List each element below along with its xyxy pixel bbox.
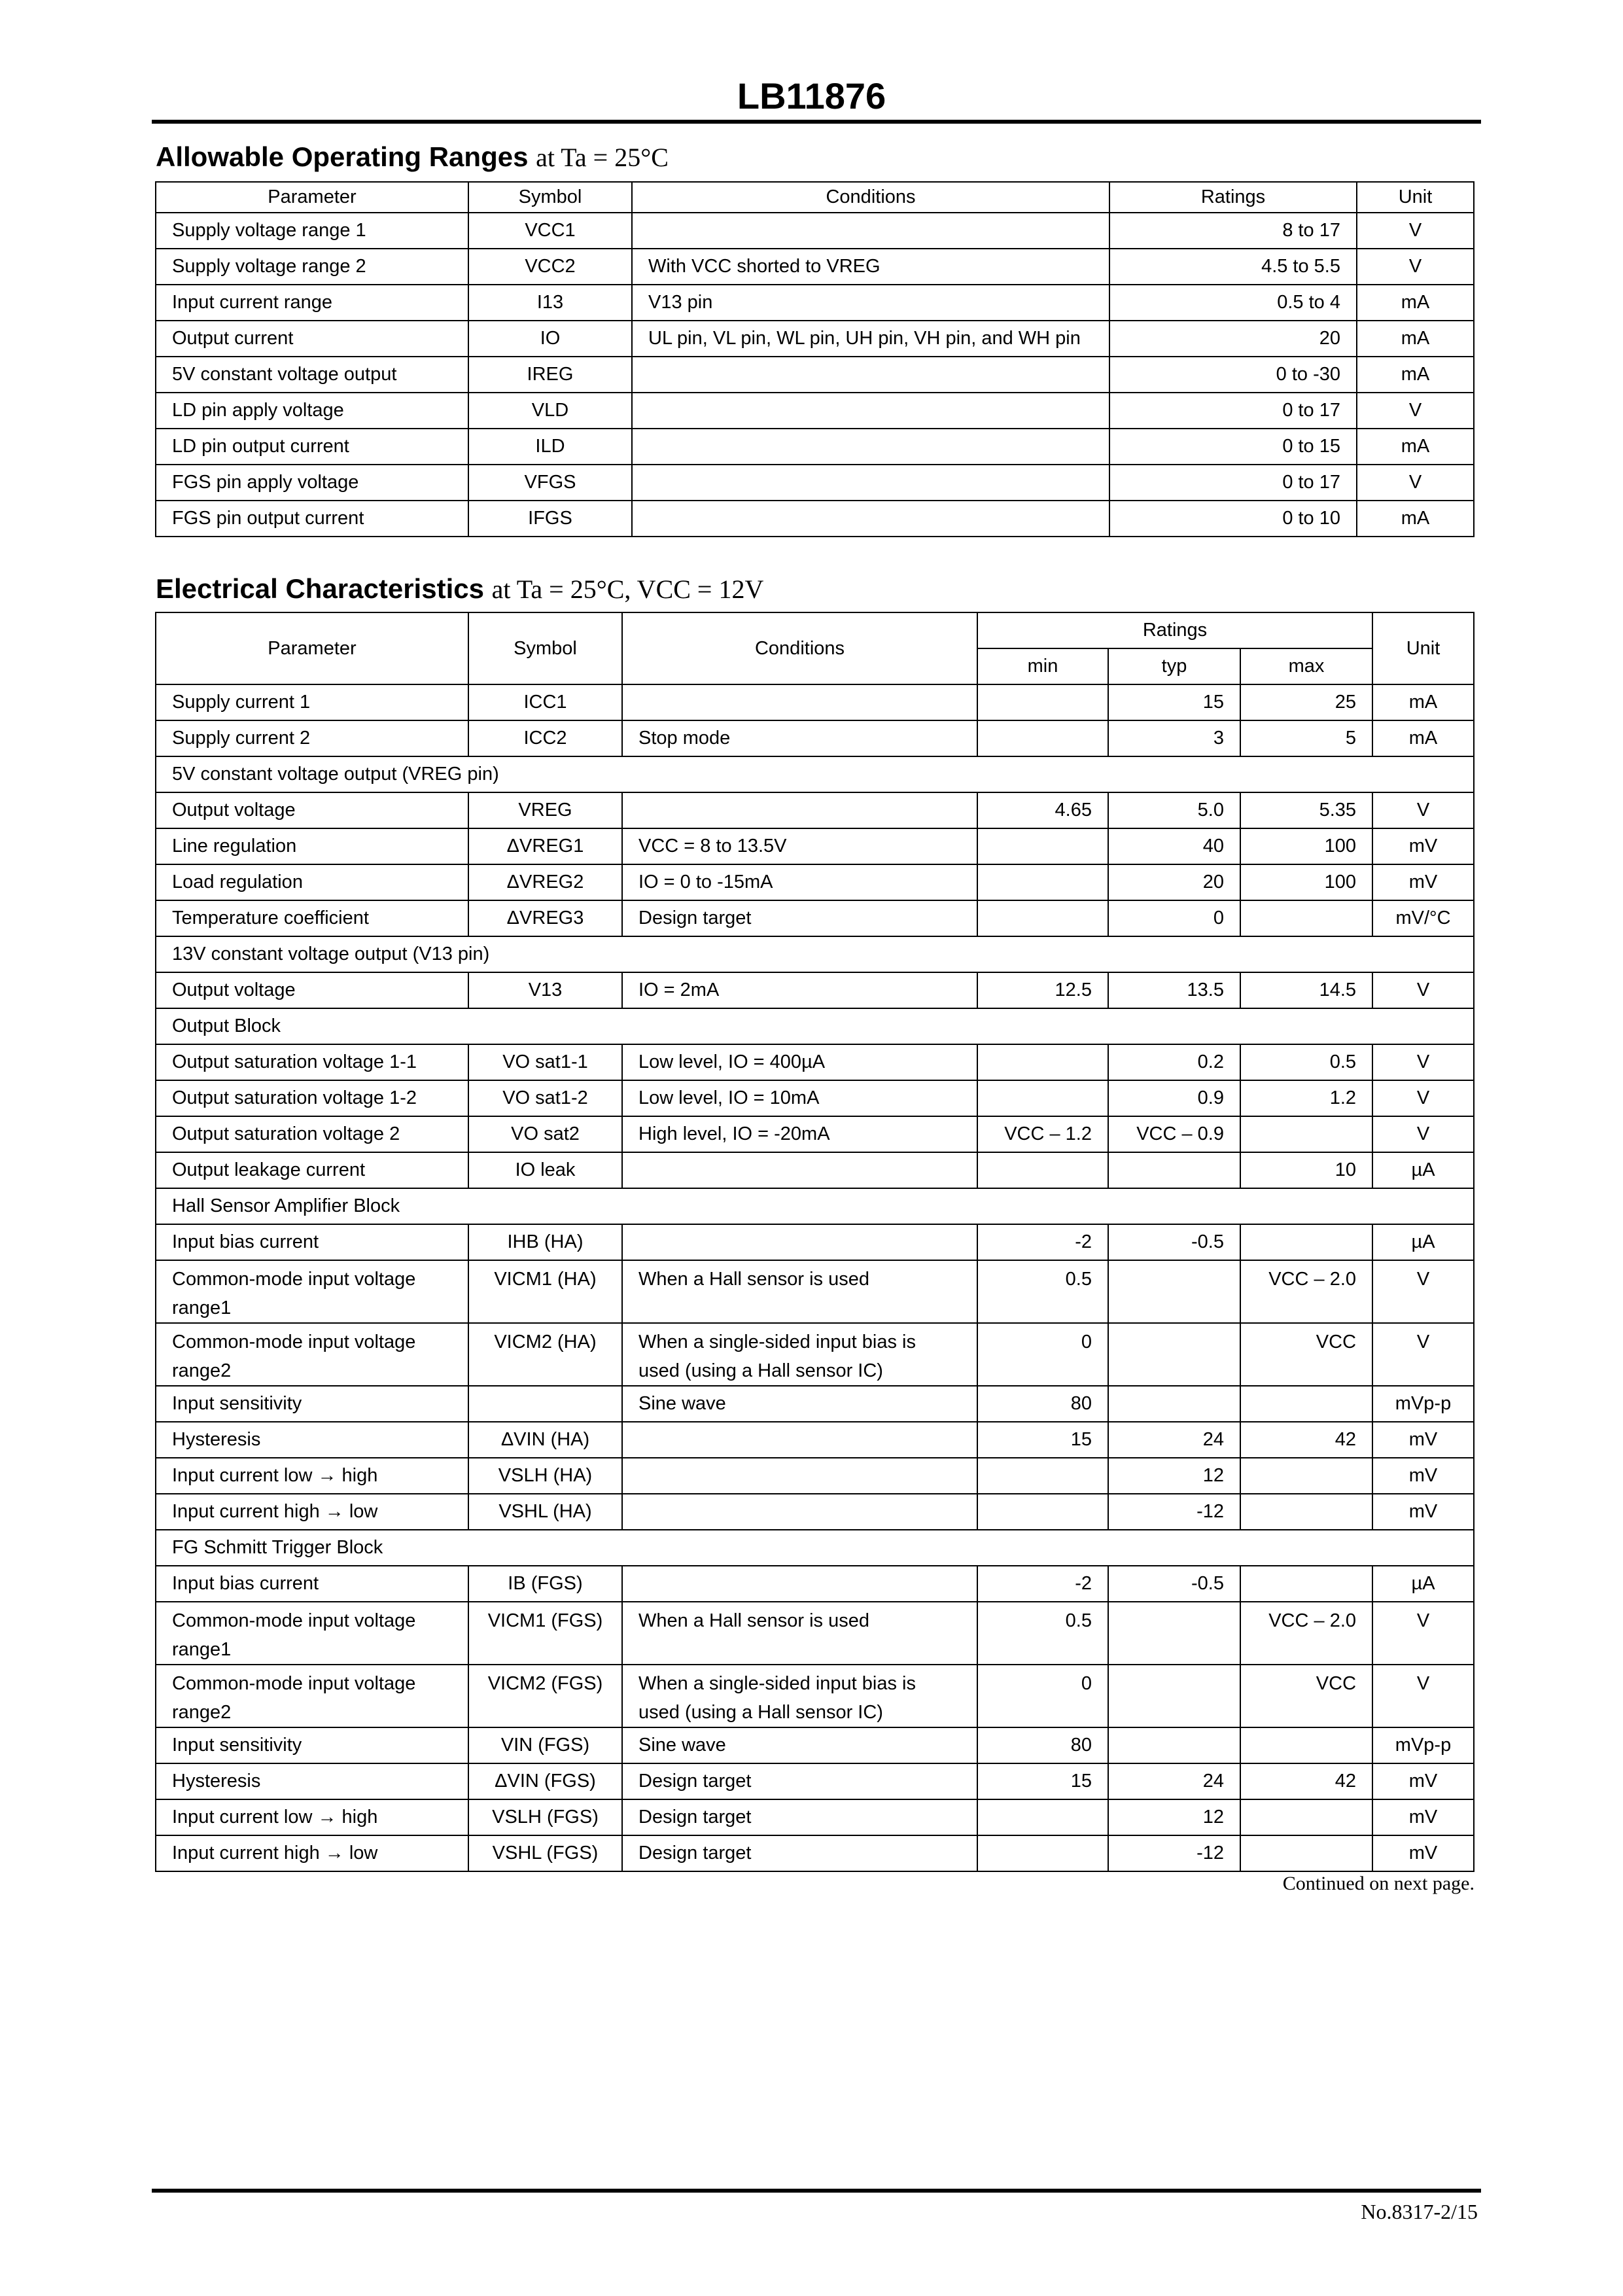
table-row <box>156 1665 1474 1727</box>
section-row <box>156 756 1474 792</box>
cell-typ <box>1108 1602 1240 1665</box>
cell-symbol: VICM2 (FGS) <box>468 1665 622 1727</box>
electrical-title: Electrical Characteristics <box>156 573 484 604</box>
cell-max: VCC <box>1240 1323 1372 1386</box>
cell-parameter: Input current range <box>156 285 468 321</box>
section-row <box>156 1530 1474 1566</box>
cell-min: 12.5 <box>977 972 1108 1008</box>
cell-conditions: VCC = 8 to 13.5V <box>622 828 977 864</box>
cell-conditions <box>622 1422 977 1458</box>
cell-typ: 0.2 <box>1108 1044 1240 1080</box>
cell-symbol: VCC1 <box>468 213 632 249</box>
cell-conditions: When a single-sided input bias is used (using a Hall sensor IC) <box>622 1323 977 1386</box>
cell-unit: mA <box>1357 501 1474 537</box>
cell-conditions: With VCC shorted to VREG <box>632 249 1109 285</box>
cell-conditions: Design target <box>622 1763 977 1799</box>
cell-unit: V <box>1372 1080 1474 1116</box>
cell-parameter: LD pin output current <box>156 429 468 465</box>
cell-symbol <box>468 1386 622 1422</box>
cell-parameter: Input bias current <box>156 1224 468 1260</box>
cell-symbol: IREG <box>468 357 632 393</box>
cell-parameter: Load regulation <box>156 864 468 900</box>
cell-unit: V <box>1372 1665 1474 1727</box>
cell-unit: V <box>1372 972 1474 1008</box>
cell-unit: mA <box>1357 285 1474 321</box>
cell-conditions: Design target <box>622 1835 977 1871</box>
cell-min <box>977 900 1108 936</box>
table-row <box>156 357 1474 393</box>
cell-min: -2 <box>977 1224 1108 1260</box>
table-row <box>156 720 1474 756</box>
cell-ratings: 0 to 17 <box>1109 465 1357 501</box>
table-row <box>156 864 1474 900</box>
cell-conditions: Sine wave <box>622 1727 977 1763</box>
cell-conditions: When a Hall sensor is used <box>622 1602 977 1665</box>
cell-symbol: ΔVREG2 <box>468 864 622 900</box>
table-row <box>156 1602 1474 1665</box>
cell-symbol: VFGS <box>468 465 632 501</box>
cell-min: 0.5 <box>977 1602 1108 1665</box>
cell-ratings: 0.5 to 4 <box>1109 285 1357 321</box>
section-label: Hall Sensor Amplifier Block <box>156 1188 1474 1224</box>
table-row <box>156 1323 1474 1386</box>
electrical-table <box>155 612 1475 1872</box>
cell-max <box>1240 1494 1372 1530</box>
electrical-heading <box>156 571 763 608</box>
cell-symbol: VSHL (HA) <box>468 1494 622 1530</box>
cell-parameter: Output voltage <box>156 792 468 828</box>
table-row <box>156 972 1474 1008</box>
cell-conditions <box>632 357 1109 393</box>
cell-unit: mV <box>1372 1458 1474 1494</box>
cell-unit: V <box>1372 1323 1474 1386</box>
cell-min <box>977 1080 1108 1116</box>
cell-symbol: V13 <box>468 972 622 1008</box>
cell-unit: mV <box>1372 1422 1474 1458</box>
cell-max: 42 <box>1240 1763 1372 1799</box>
cell-typ: 3 <box>1108 720 1240 756</box>
table-row <box>156 393 1474 429</box>
cell-unit: V <box>1357 213 1474 249</box>
cell-typ: 0.9 <box>1108 1080 1240 1116</box>
page-title: LB11876 <box>737 75 886 116</box>
cell-symbol: VSLH (HA) <box>468 1458 622 1494</box>
cell-conditions: When a single-sided input bias is used (using a Hall sensor IC) <box>622 1665 977 1727</box>
operating-ranges-table <box>155 181 1475 537</box>
cell-conditions <box>632 393 1109 429</box>
table-row <box>156 792 1474 828</box>
section-row <box>156 1008 1474 1044</box>
cell-min <box>977 864 1108 900</box>
table-row <box>156 1763 1474 1799</box>
cell-unit: V <box>1357 465 1474 501</box>
cell-unit: µA <box>1372 1566 1474 1602</box>
cell-max <box>1240 1566 1372 1602</box>
table-row <box>156 1458 1474 1494</box>
table-row <box>156 321 1474 357</box>
cell-symbol: ΔVREG3 <box>468 900 622 936</box>
cell-parameter: FGS pin apply voltage <box>156 465 468 501</box>
cell-typ <box>1108 1727 1240 1763</box>
cell-conditions <box>632 429 1109 465</box>
cell-min <box>977 1044 1108 1080</box>
cell-symbol: VIN (FGS) <box>468 1727 622 1763</box>
cell-max: VCC <box>1240 1665 1372 1727</box>
cell-symbol: IO leak <box>468 1152 622 1188</box>
cell-ratings: 0 to 10 <box>1109 501 1357 537</box>
cell-symbol: IHB (HA) <box>468 1224 622 1260</box>
cell-unit: V <box>1357 249 1474 285</box>
cell-typ: -0.5 <box>1108 1566 1240 1602</box>
cell-unit: mA <box>1357 321 1474 357</box>
cell-unit: mV <box>1372 1763 1474 1799</box>
cell-parameter: Line regulation <box>156 828 468 864</box>
cell-symbol: IB (FGS) <box>468 1566 622 1602</box>
cell-symbol: ΔVIN (FGS) <box>468 1763 622 1799</box>
cell-min: 0 <box>977 1323 1108 1386</box>
cell-typ: VCC – 0.9 <box>1108 1116 1240 1152</box>
cell-conditions: When a Hall sensor is used <box>622 1260 977 1323</box>
cell-conditions: Stop mode <box>622 720 977 756</box>
cell-conditions <box>622 1152 977 1188</box>
section-row <box>156 936 1474 972</box>
cell-max <box>1240 1116 1372 1152</box>
cell-max: 1.2 <box>1240 1080 1372 1116</box>
cell-conditions: V13 pin <box>632 285 1109 321</box>
cell-symbol: VSHL (FGS) <box>468 1835 622 1871</box>
cell-parameter: Temperature coefficient <box>156 900 468 936</box>
cell-typ: 12 <box>1108 1799 1240 1835</box>
cell-max: 42 <box>1240 1422 1372 1458</box>
cell-ratings: 0 to 17 <box>1109 393 1357 429</box>
cell-typ: 24 <box>1108 1763 1240 1799</box>
cell-min <box>977 1458 1108 1494</box>
cell-symbol: VCC2 <box>468 249 632 285</box>
cell-min: 15 <box>977 1422 1108 1458</box>
cell-max <box>1240 1835 1372 1871</box>
col-header-typ: typ <box>1108 648 1240 684</box>
cell-typ: 15 <box>1108 684 1240 720</box>
cell-typ: 5.0 <box>1108 792 1240 828</box>
cell-parameter: Supply current 2 <box>156 720 468 756</box>
cell-parameter: Common-mode input voltage range2 <box>156 1323 468 1386</box>
table-row <box>156 1835 1474 1871</box>
cell-max <box>1240 1799 1372 1835</box>
cell-parameter: Common-mode input voltage range1 <box>156 1260 468 1323</box>
col-header-conditions: Conditions <box>622 612 977 684</box>
cell-parameter: Output voltage <box>156 972 468 1008</box>
table-row <box>156 213 1474 249</box>
cell-conditions: UL pin, VL pin, WL pin, UH pin, VH pin, and WH pin <box>632 321 1109 357</box>
cell-conditions: Low level, IO = 400µA <box>622 1044 977 1080</box>
cell-conditions <box>632 501 1109 537</box>
table-row <box>156 1152 1474 1188</box>
cell-min: 4.65 <box>977 792 1108 828</box>
cell-parameter: Input current high → low <box>156 1835 468 1871</box>
header-rule <box>152 120 1481 124</box>
footer-rule <box>152 2189 1481 2193</box>
cell-typ: 13.5 <box>1108 972 1240 1008</box>
col-header-ratings: Ratings <box>1109 182 1357 213</box>
cell-unit: V <box>1357 393 1474 429</box>
cell-unit: µA <box>1372 1224 1474 1260</box>
cell-parameter: Supply current 1 <box>156 684 468 720</box>
cell-parameter: 5V constant voltage output <box>156 357 468 393</box>
cell-parameter: LD pin apply voltage <box>156 393 468 429</box>
cell-min: 0 <box>977 1665 1108 1727</box>
cell-max <box>1240 1386 1372 1422</box>
table-row <box>156 1566 1474 1602</box>
table-row <box>156 1727 1474 1763</box>
cell-parameter: Output saturation voltage 1-1 <box>156 1044 468 1080</box>
cell-parameter: Supply voltage range 2 <box>156 249 468 285</box>
col-header-symbol: Symbol <box>468 182 632 213</box>
cell-symbol: IO <box>468 321 632 357</box>
cell-typ: 20 <box>1108 864 1240 900</box>
cell-unit: V <box>1372 1260 1474 1323</box>
cell-typ <box>1108 1323 1240 1386</box>
operating-ranges-heading <box>156 139 669 176</box>
table-row <box>156 1080 1474 1116</box>
cell-typ <box>1108 1386 1240 1422</box>
continued-note: Continued on next page. <box>1282 1873 1475 1894</box>
cell-parameter: Common-mode input voltage range2 <box>156 1665 468 1727</box>
cell-parameter: Input current low → high <box>156 1799 468 1835</box>
cell-unit: mV <box>1372 1799 1474 1835</box>
cell-typ: 12 <box>1108 1458 1240 1494</box>
table-row <box>156 1260 1474 1323</box>
col-header-symbol: Symbol <box>468 612 622 684</box>
cell-max <box>1240 900 1372 936</box>
cell-unit: mA <box>1372 684 1474 720</box>
col-header-parameter: Parameter <box>156 612 468 684</box>
cell-min: 0.5 <box>977 1260 1108 1323</box>
section-label: 5V constant voltage output (VREG pin) <box>156 756 1474 792</box>
cell-symbol: VICM1 (FGS) <box>468 1602 622 1665</box>
cell-min <box>977 828 1108 864</box>
cell-parameter: Input bias current <box>156 1566 468 1602</box>
cell-max: 5.35 <box>1240 792 1372 828</box>
cell-conditions <box>622 1458 977 1494</box>
cell-parameter: Output saturation voltage 1-2 <box>156 1080 468 1116</box>
cell-unit: V <box>1372 792 1474 828</box>
section-label: Output Block <box>156 1008 1474 1044</box>
cell-min <box>977 720 1108 756</box>
cell-conditions: Low level, IO = 10mA <box>622 1080 977 1116</box>
cell-conditions <box>632 213 1109 249</box>
cell-conditions <box>632 465 1109 501</box>
cell-unit: V <box>1372 1602 1474 1665</box>
table-row <box>156 1116 1474 1152</box>
cell-typ: -0.5 <box>1108 1224 1240 1260</box>
table-row <box>156 1044 1474 1080</box>
table-row <box>156 1422 1474 1458</box>
cell-symbol: VSLH (FGS) <box>468 1799 622 1835</box>
cell-unit: mV <box>1372 1835 1474 1871</box>
cell-parameter: Output leakage current <box>156 1152 468 1188</box>
cell-max: 100 <box>1240 864 1372 900</box>
cell-symbol: VICM2 (HA) <box>468 1323 622 1386</box>
cell-max: 10 <box>1240 1152 1372 1188</box>
cell-conditions <box>622 792 977 828</box>
cell-unit: mA <box>1372 720 1474 756</box>
table-row <box>156 1799 1474 1835</box>
cell-symbol: ΔVIN (HA) <box>468 1422 622 1458</box>
table-row <box>156 684 1474 720</box>
cell-parameter: Output saturation voltage 2 <box>156 1116 468 1152</box>
cell-min: 80 <box>977 1727 1108 1763</box>
cell-parameter: Output current <box>156 321 468 357</box>
col-header-min: min <box>977 648 1108 684</box>
cell-ratings: 0 to 15 <box>1109 429 1357 465</box>
cell-symbol: VLD <box>468 393 632 429</box>
cell-symbol: ILD <box>468 429 632 465</box>
cell-unit: mV <box>1372 828 1474 864</box>
cell-parameter: Input current low → high <box>156 1458 468 1494</box>
cell-unit: mV <box>1372 1494 1474 1530</box>
section-row <box>156 1188 1474 1224</box>
cell-min: -2 <box>977 1566 1108 1602</box>
table-row <box>156 429 1474 465</box>
cell-unit: mA <box>1357 357 1474 393</box>
cell-typ <box>1108 1665 1240 1727</box>
col-header-ratings: Ratings <box>977 612 1372 648</box>
cell-parameter: Input sensitivity <box>156 1386 468 1422</box>
cell-symbol: IFGS <box>468 501 632 537</box>
cell-unit: µA <box>1372 1152 1474 1188</box>
cell-max: 25 <box>1240 684 1372 720</box>
cell-max: 0.5 <box>1240 1044 1372 1080</box>
table-row <box>156 1494 1474 1530</box>
cell-typ: 24 <box>1108 1422 1240 1458</box>
table-row <box>156 900 1474 936</box>
cell-min: VCC – 1.2 <box>977 1116 1108 1152</box>
cell-symbol: VICM1 (HA) <box>468 1260 622 1323</box>
cell-conditions: Sine wave <box>622 1386 977 1422</box>
cell-parameter: Hysteresis <box>156 1763 468 1799</box>
operating-ranges-header-row <box>156 182 1474 213</box>
cell-ratings: 0 to -30 <box>1109 357 1357 393</box>
cell-ratings: 4.5 to 5.5 <box>1109 249 1357 285</box>
cell-symbol: ICC2 <box>468 720 622 756</box>
cell-typ: -12 <box>1108 1494 1240 1530</box>
section-label: 13V constant voltage output (V13 pin) <box>156 936 1474 972</box>
cell-min <box>977 1835 1108 1871</box>
cell-symbol: VREG <box>468 792 622 828</box>
col-header-parameter: Parameter <box>156 182 468 213</box>
cell-min <box>977 1799 1108 1835</box>
cell-conditions: High level, IO = -20mA <box>622 1116 977 1152</box>
cell-max <box>1240 1727 1372 1763</box>
cell-conditions <box>622 1566 977 1602</box>
cell-conditions: Design target <box>622 900 977 936</box>
table-row <box>156 285 1474 321</box>
cell-unit: mV <box>1372 864 1474 900</box>
cell-parameter: FGS pin output current <box>156 501 468 537</box>
cell-min: 80 <box>977 1386 1108 1422</box>
cell-symbol: VO sat1-2 <box>468 1080 622 1116</box>
electrical-header-row-1 <box>156 612 1474 648</box>
page-number: No.8317-2/15 <box>1361 2200 1478 2223</box>
cell-max <box>1240 1224 1372 1260</box>
col-header-unit: Unit <box>1372 612 1474 684</box>
cell-conditions: IO = 2mA <box>622 972 977 1008</box>
cell-conditions: Design target <box>622 1799 977 1835</box>
cell-typ: 0 <box>1108 900 1240 936</box>
col-header-conditions: Conditions <box>632 182 1109 213</box>
cell-max <box>1240 1458 1372 1494</box>
operating-ranges-condition: at Ta = 25°C <box>536 143 669 172</box>
cell-symbol: VO sat2 <box>468 1116 622 1152</box>
cell-typ <box>1108 1152 1240 1188</box>
col-header-unit: Unit <box>1357 182 1474 213</box>
cell-typ: -12 <box>1108 1835 1240 1871</box>
cell-parameter: Hysteresis <box>156 1422 468 1458</box>
cell-min <box>977 1494 1108 1530</box>
cell-unit: mV/°C <box>1372 900 1474 936</box>
cell-typ: 40 <box>1108 828 1240 864</box>
cell-conditions: IO = 0 to -15mA <box>622 864 977 900</box>
cell-parameter: Common-mode input voltage range1 <box>156 1602 468 1665</box>
cell-symbol: ICC1 <box>468 684 622 720</box>
cell-max: 100 <box>1240 828 1372 864</box>
cell-max: VCC – 2.0 <box>1240 1260 1372 1323</box>
section-label: FG Schmitt Trigger Block <box>156 1530 1474 1566</box>
cell-symbol: VO sat1-1 <box>468 1044 622 1080</box>
cell-max: VCC – 2.0 <box>1240 1602 1372 1665</box>
table-row <box>156 1386 1474 1422</box>
cell-conditions <box>622 1224 977 1260</box>
electrical-condition: at Ta = 25°C, VCC = 12V <box>491 574 764 604</box>
cell-min <box>977 1152 1108 1188</box>
cell-parameter: Input current high → low <box>156 1494 468 1530</box>
cell-max: 14.5 <box>1240 972 1372 1008</box>
cell-parameter: Supply voltage range 1 <box>156 213 468 249</box>
cell-unit: mA <box>1357 429 1474 465</box>
cell-symbol: I13 <box>468 285 632 321</box>
table-row <box>156 465 1474 501</box>
cell-conditions <box>622 1494 977 1530</box>
cell-unit: V <box>1372 1116 1474 1152</box>
cell-parameter: Input sensitivity <box>156 1727 468 1763</box>
cell-min: 15 <box>977 1763 1108 1799</box>
cell-ratings: 8 to 17 <box>1109 213 1357 249</box>
cell-min <box>977 684 1108 720</box>
cell-unit: V <box>1372 1044 1474 1080</box>
cell-typ <box>1108 1260 1240 1323</box>
table-row <box>156 249 1474 285</box>
table-row <box>156 1224 1474 1260</box>
cell-symbol: ΔVREG1 <box>468 828 622 864</box>
table-row <box>156 828 1474 864</box>
operating-ranges-title: Allowable Operating Ranges <box>156 141 529 172</box>
cell-max: 5 <box>1240 720 1372 756</box>
cell-unit: mVp-p <box>1372 1727 1474 1763</box>
table-row <box>156 501 1474 537</box>
col-header-max: max <box>1240 648 1372 684</box>
cell-conditions <box>622 684 977 720</box>
cell-unit: mVp-p <box>1372 1386 1474 1422</box>
cell-ratings: 20 <box>1109 321 1357 357</box>
